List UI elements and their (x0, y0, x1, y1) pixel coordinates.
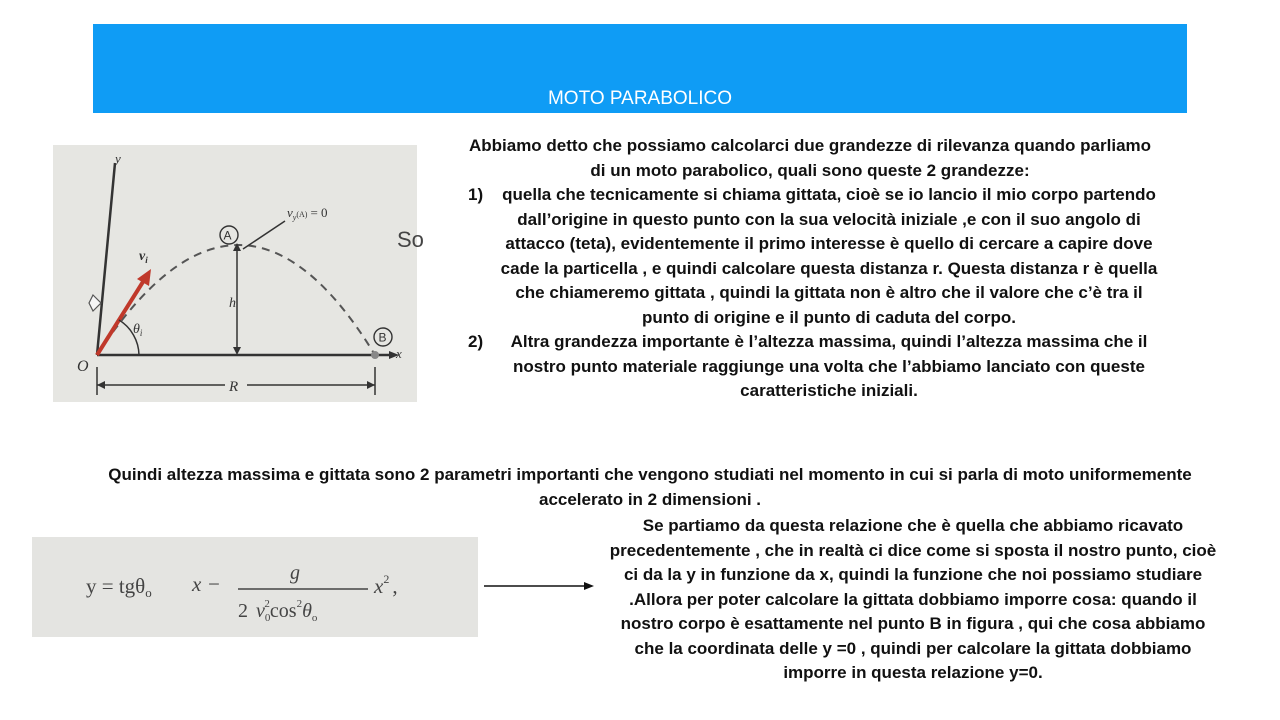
height-label: h (229, 296, 236, 311)
trajectory-formula (32, 537, 478, 637)
axis-y-label: y (115, 151, 121, 166)
range-label: R (229, 379, 239, 395)
quantities-list (460, 183, 1160, 404)
page-title: MOTO PARABOLICO (547, 88, 733, 109)
velocity-label: $v_i$ (139, 249, 148, 265)
cut-off-text: So (397, 227, 424, 252)
axis-x-label: x (396, 346, 402, 361)
point-b-label: B (378, 330, 387, 345)
angle-label: $\theta_i$ (133, 322, 143, 338)
projectile-diagram (53, 145, 424, 402)
formula-tail: $x^2$ , (374, 572, 398, 598)
origin-label: O (77, 358, 89, 375)
formula-x: x − (192, 572, 221, 596)
formula-numerator: g (290, 562, 300, 584)
formula-lhs: y = tgθo (86, 574, 152, 600)
list-number: 1) (468, 185, 484, 204)
summary-text: Quindi altezza massima e gittata sono 2 parametri importanti che vengono studiati nel momento in cui si parla di moto uniformemente accelerato in 2 dimensioni . (108, 465, 1192, 509)
y-axis (97, 163, 115, 355)
explanation-text: Se partiamo da questa relazione che è quella che abbiamo ricavato precedentemente , che in realtà ci dice come si sposta il nostro punto, cioè ci da la y in funzione da x, quindi la funzione che noi possiamo studiare .Allora per poter calcolare la gittata dobbiamo imporre cosa: quando il nostro corpo è esattamente nel punto B in figura , qui che cosa abbiamo che la coordinata delle y =0 , quindi per calcolare la gittata dobbiamo imporre in questa relazione y=0. (609, 516, 1217, 682)
list-text: Altra grandezza importante è l’altezza massima, quindi l’altezza massima che il nostro punto materiale raggiunge una volta che l’abbiamo lanciato con queste caratteristiche iniziali. (510, 332, 1148, 400)
intro-text (460, 134, 1160, 404)
intro-paragraph: Abbiamo detto che possiamo calcolarci due grandezze di rilevanza quando parliamo di un moto parabolico, quali sono queste 2 grandezze: (468, 136, 1152, 180)
point-a-label: A (223, 228, 232, 243)
title-banner (93, 24, 1187, 113)
list-item (460, 183, 1160, 330)
hollow-arrow-marker (89, 295, 101, 311)
vy-pointer (243, 221, 285, 249)
vy-label: $v_y^(A) = 0$ (287, 205, 328, 222)
arrow-icon (484, 578, 594, 594)
formula-denominator: 2 $v_02\cos^2\theta_o$ (238, 598, 318, 624)
list-number: 2) (468, 332, 484, 351)
list-item (460, 330, 1160, 404)
list-text: quella che tecnicamente si chiama gittata, cioè se io lancio il mio corpo partendo dall’origine in questo punto con la sua velocità iniziale ,e con il suo angolo di attacco (teta), evidentemente il primo interesse è quello di cercare a capire dove cade la particella , e quindi calcolare questa distanza r. Questa distanza r è quella che chiameremo gittata , quindi la gittata non è altro che il valore che c’è tra il punto di origine e il punto di caduta del corpo. (500, 185, 1158, 327)
